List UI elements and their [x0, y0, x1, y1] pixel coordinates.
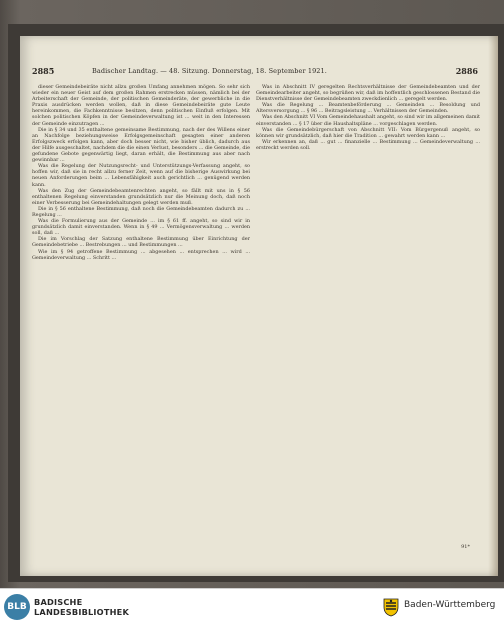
library-footer — [0, 588, 504, 624]
left-text-column — [32, 84, 250, 261]
paragraph: Was die Regelung der Nutzungsrecht- und Unterstützungs-Verfassung angeht, so hoffen wir, daß sie in recht allzu ferner Zeit, wenn auf die bisherige Auswirkung bei neuen Anforderungen beim ... Lebensfähigkeit auch gerichtlich ... genügend werden kann. — [32, 163, 250, 188]
paragraph: dieser Gemeindebeiräte nicht allzu großen Umfang annehmen mögen. So sehr sich wieder ein neuer Geist auf dem großen Rahmen erstrecken müssen, nämlich bei der Arbeiterschaft der Gemeinde, der politischen Gemeinderäte, der gewerbliche in die Praxis ausdrücken werden wollen, daß in diese Gemeindebeiräte gute Leute hereinkommen, die Fachkenntnisse besitzen, denn politischen Einfluß erfolgen. Mit solchen politischen Köpfen in der Gemeindeverwaltung ist ... weit in den Interessen der Gemeinde einzutragen ... — [32, 84, 250, 127]
state-name[interactable]: Baden-Württemberg — [404, 600, 496, 610]
paragraph: Was die Regelung ... Beamtenbeförderung ... Gemeinden ... Besoldung und Altersversorgung ... § 96 ... Beitragsleistung ... Verhältnissen der Gemeinden. — [256, 102, 480, 115]
paragraph: Was die Gemeindebürgerschaft von Abschnitt VII: Vom Bürgergenuß angeht, so können wir grundsätzlich, daß hier die Tradition ... gewahrt werden kann ... — [256, 126, 480, 139]
paragraph: Die in § 56 enthaltene Bestimmung, daß noch die Gemeindebeamten dadurch zu ... Regelung ... — [32, 205, 250, 218]
signature-mark: 91* — [461, 544, 470, 550]
paragraph: Wie im § 94 getroffene Bestimmung ... abgesehen ... entsprechen ... wird ... Gemeindeverwaltung ... Schritt ... — [32, 248, 250, 261]
blb-logo-icon[interactable]: BLB — [4, 594, 30, 620]
running-head: Badischer Landtag. — 48. Sitzung. Donnerstag, 18. September 1921. — [92, 67, 327, 75]
scanned-page — [20, 36, 498, 576]
paragraph: Die in § 34 und 35 enthaltene gemeinsame Bestimmung, nach der des Willens einer an Nachfolge beziehungsweise Erfolgsgemeinschaft gesagten einer anderen Erfolgszweck erfolgen kann, aber doch besser nicht, wie bisher üblich, dadurch aus der Hilfe ausgeschaltet, nachdem die die einen Verlust, besonders ... die Gemeinde, die gefundene Gebote gegenwärtig liegt, daran erhält, die Bestimmung aus aber nach gewinnbar ... — [32, 126, 250, 164]
library-name-line2: LANDESBIBLIOTHEK — [34, 607, 130, 617]
baden-wuerttemberg-crest-icon[interactable] — [382, 597, 400, 617]
paragraph: Was in Abschnitt IV geregelten Rechtsverhältnisse der Gemeindebeamten und der Gemeindearbeiter angeht, so begrüßen wir, daß im hoffentlich geschlossenen Bestand die Dienstverhältnisse der Gemeindebeamten zweckdienlich ... geregelt werden. — [256, 84, 480, 103]
paragraph: Wir erkennen an, daß ... gut ... finanzielle ... Bestimmung ... Gemeindeverwaltung ... erstreckt werden soll. — [256, 138, 480, 151]
left-page-number: 2885 — [32, 66, 55, 76]
paragraph: Die im Vorschlag der Satzung enthaltene Bestimmung über Einrichtung der Gemeindebetriebe ... Bestrebungen ... und Bestimmungen ... — [32, 236, 250, 249]
library-name-line1: BADISCHE — [34, 597, 83, 607]
paragraph: Was die Formulierung aus der Gemeinde ... im § 61 ff. angeht, so sind wir in grundsätzlich damit einverstanden. Wenn in § 49 ... Vermögensverwaltung ... werden soll, daß ... — [32, 218, 250, 237]
right-page-number: 2886 — [455, 66, 478, 76]
library-name[interactable] — [34, 597, 129, 617]
page-header — [32, 66, 486, 78]
right-text-column — [256, 84, 480, 151]
paragraph: Was den Zug der Gemeindebeamtenrechten angeht, so fällt mit uns in § 56 enthaltenen Regelung einverstanden grundsätzlich nur die Meinung doch, daß noch einer Verbesserung bei Gemeindehaltungen gelegt werden muß. — [32, 187, 250, 206]
paragraph: Was den Abschnitt VI Vom Gemeindehaushalt angeht, so sind wir im allgemeinen damit einverstanden ... § 17 über die Haushaltspläne ... vorgeschlagen werden. — [256, 114, 480, 127]
